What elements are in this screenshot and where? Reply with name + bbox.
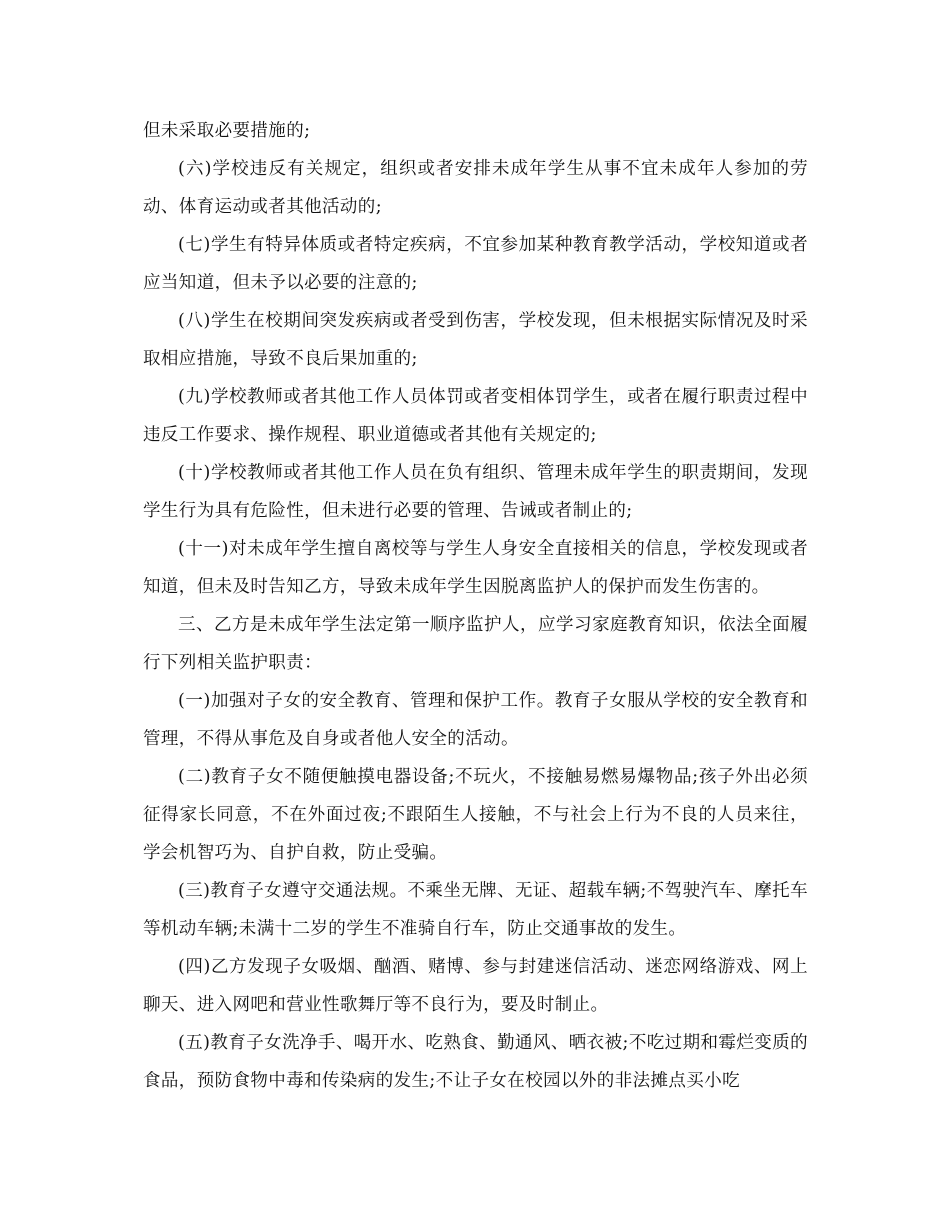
paragraph-6: (十)学校教师或者其他工作人员在负有组织、管理未成年学生的职责期间，发现学生行为具有危险性，但未进行必要的管理、告诫或者制止的; <box>143 463 808 521</box>
paragraph-3: (七)学生有特异体质或者特定疾病，不宜参加某种教育教学活动，学校知道或者应当知道，但未予以必要的注意的; <box>143 235 808 293</box>
paragraph-13: (五)教育子女洗净手、喝开水、吃熟食、勤通风、晒衣被;不吃过期和霉烂变质的食品，预防食物中毒和传染病的发生;不让子女在校园以外的非法摊点买小吃 <box>143 1033 808 1091</box>
paragraph-2: (六)学校违反有关规定，组织或者安排未成年学生从事不宜未成年人参加的劳动、体育运动或者其他活动的; <box>143 159 808 217</box>
paragraph-7: (十一)对未成年学生擅自离校等与学生人身安全直接相关的信息，学校发现或者知道，但未及时告知乙方，导致未成年学生因脱离监护人的保护而发生伤害的。 <box>143 539 808 597</box>
paragraph-4: (八)学生在校期间突发疾病或者受到伤害，学校发现，但未根据实际情况及时采取相应措施，导致不良后果加重的; <box>143 311 808 369</box>
paragraph-8: 三、乙方是未成年学生法定第一顺序监护人，应学习家庭教育知识，依法全面履行下列相关监护职责： <box>143 615 808 673</box>
document-body <box>143 112 808 1100</box>
paragraph-12: (四)乙方发现子女吸烟、酗酒、赌博、参与封建迷信活动、迷恋网络游戏、网上聊天、进入网吧和营业性歌舞厅等不良行为，要及时制止。 <box>143 957 808 1015</box>
paragraph-1: 但未采取必要措施的; <box>143 121 311 141</box>
paragraph-10: (二)教育子女不随便触摸电器设备;不玩火，不接触易燃易爆物品;孩子外出必须征得家长同意，不在外面过夜;不跟陌生人接触，不与社会上行为不良的人员来往，学会机智巧为、自护自救，防止受骗。 <box>143 767 808 863</box>
paragraph-11: (三)教育子女遵守交通法规。不乘坐无牌、无证、超载车辆;不驾驶汽车、摩托车等机动车辆;未满十二岁的学生不准骑自行车，防止交通事故的发生。 <box>143 881 808 939</box>
paragraph-5: (九)学校教师或者其他工作人员体罚或者变相体罚学生，或者在履行职责过程中违反工作要求、操作规程、职业道德或者其他有关规定的; <box>143 387 808 445</box>
paragraph-9: (一)加强对子女的安全教育、管理和保护工作。教育子女服从学校的安全教育和管理，不得从事危及自身或者他人安全的活动。 <box>143 691 808 749</box>
